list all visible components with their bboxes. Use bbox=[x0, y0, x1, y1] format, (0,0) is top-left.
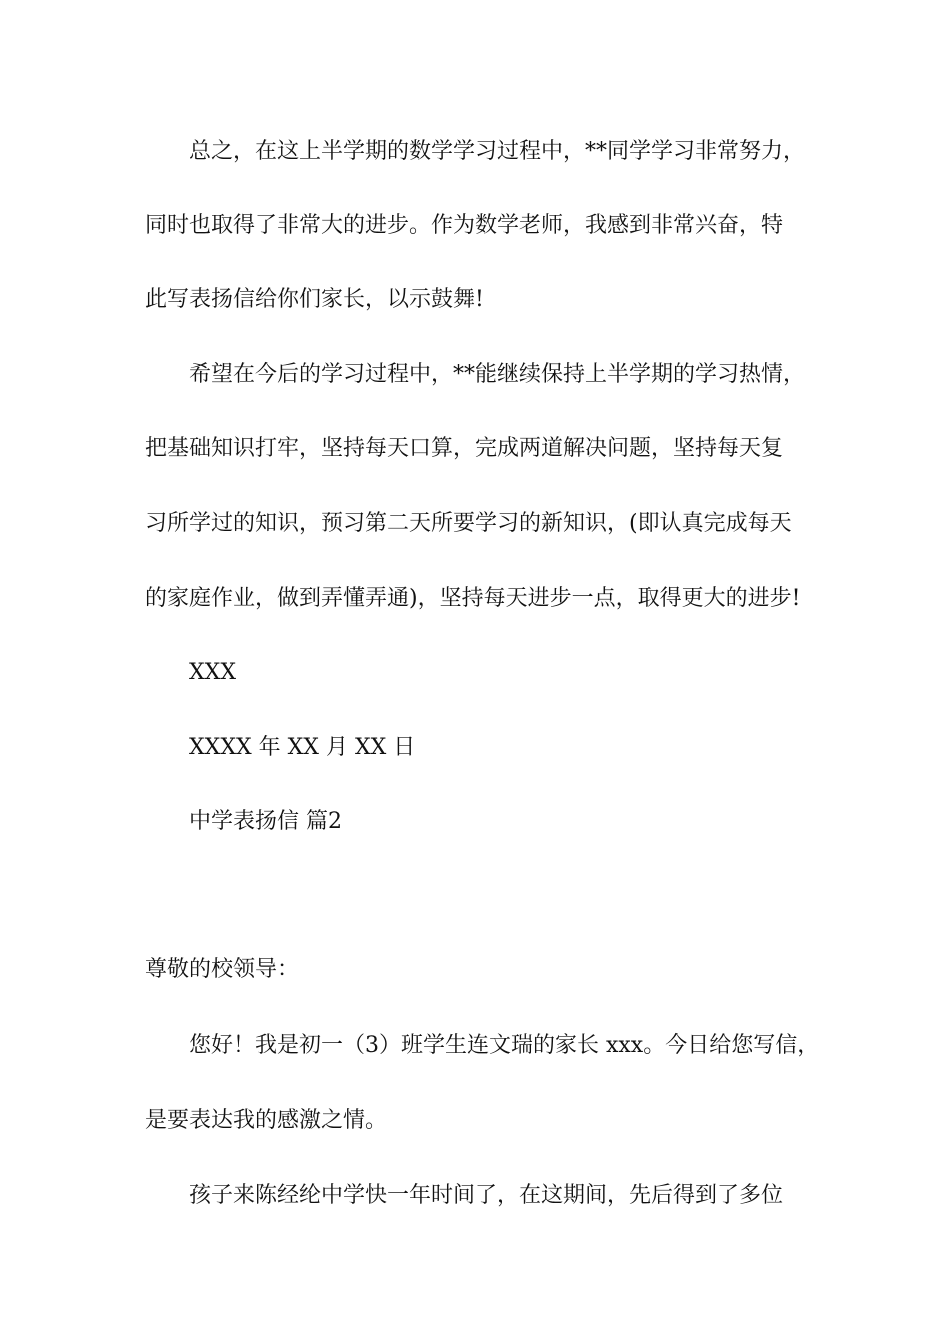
section-heading: 中学表扬信 篇2 bbox=[189, 809, 342, 834]
paragraph-line: 同时也取得了非常大的进步。作为数学老师，我感到非常兴奋，特 bbox=[145, 213, 784, 238]
paragraph-line: 此写表扬信给你们家长，以示鼓舞! bbox=[145, 287, 484, 312]
signature-date: XXXX 年 XX 月 XX 日 bbox=[189, 735, 416, 760]
paragraph-line: 的家庭作业，做到弄懂弄通)，坚持每天进步一点，取得更大的进步! bbox=[145, 586, 801, 611]
paragraph-line: 把基础知识打牢，坚持每天口算，完成两道解决问题，坚持每天复 bbox=[145, 436, 784, 461]
paragraph-line: 孩子来陈经纶中学快一年时间了，在这期间，先后得到了多位 bbox=[189, 1183, 784, 1208]
salutation: 尊敬的校领导： bbox=[145, 957, 300, 982]
paragraph-line: 习所学过的知识，预习第二天所要学习的新知识，(即认真完成每天 bbox=[145, 511, 792, 536]
paragraph-line: 总之，在这上半学期的数学学习过程中，**同学学习非常努力， bbox=[189, 139, 806, 164]
paragraph-line: 希望在今后的学习过程中，**能继续保持上半学期的学习热情， bbox=[189, 362, 806, 387]
signature-name: XXX bbox=[189, 660, 236, 685]
paragraph-line: 是要表达我的感激之情。 bbox=[145, 1108, 388, 1133]
paragraph-line: 您好！我是初一（3）班学生连文瑞的家长 xxx。今日给您写信， bbox=[189, 1033, 820, 1058]
